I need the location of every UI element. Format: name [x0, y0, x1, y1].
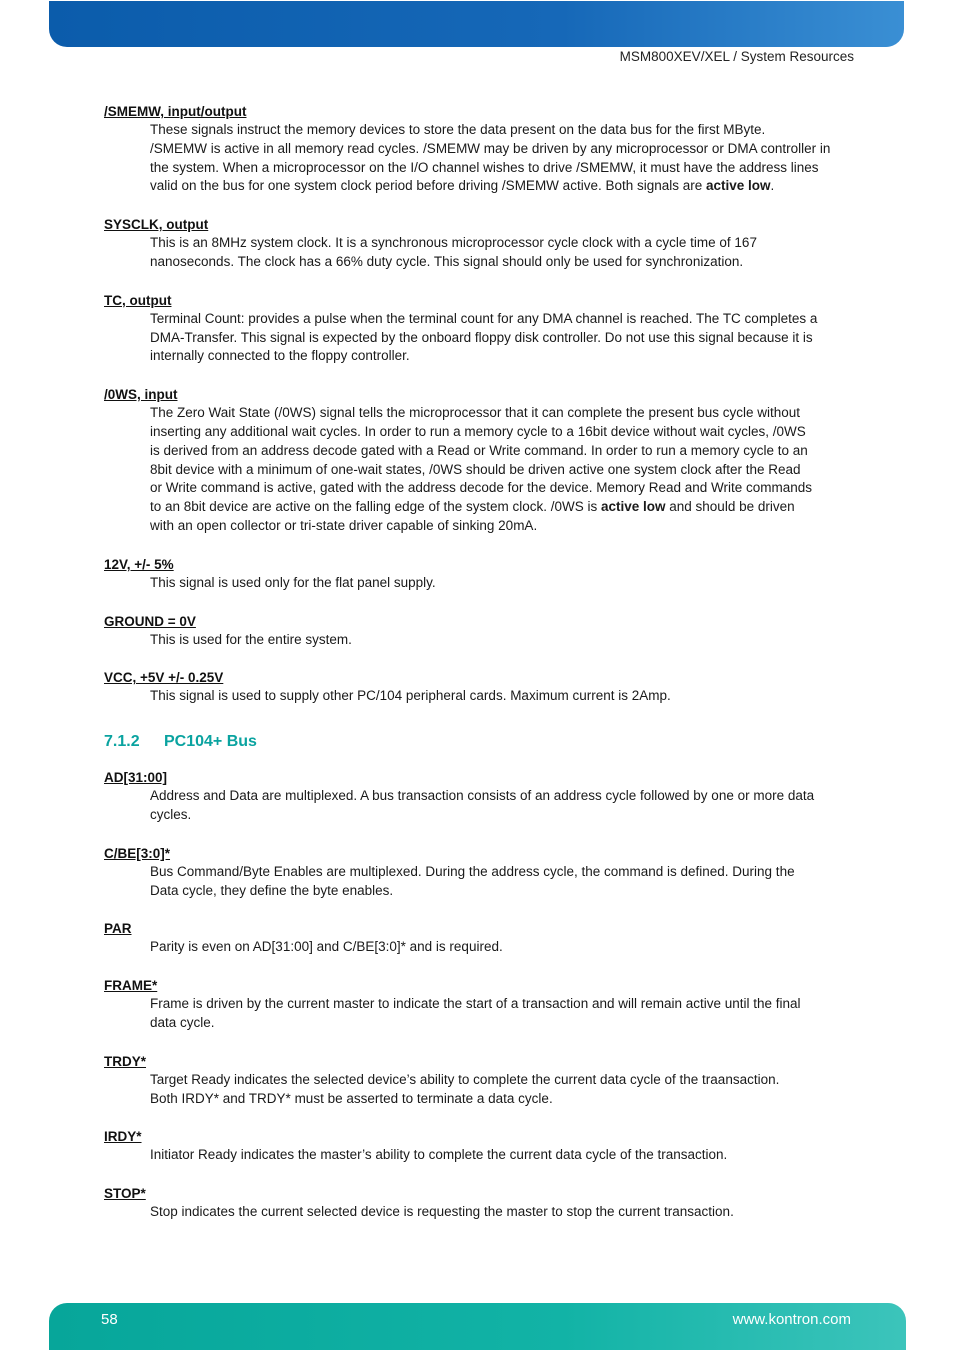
signal-entry: [104, 385, 854, 536]
document-header: MSM800XEV/XEL / System Resources: [619, 49, 854, 64]
signal-description: [150, 404, 854, 536]
description-line: This is used for the entire system.: [150, 631, 352, 647]
signal-entry: [104, 919, 854, 957]
signal-entry: [104, 291, 854, 366]
description-line: These signals instruct the memory devices to store the data present on the data bus for the first MByte.: [150, 122, 766, 137]
signal-description: [150, 787, 854, 825]
signal-name: C/BE[3:0]*: [104, 845, 171, 861]
description-line: internally connected to the floppy controller.: [150, 348, 410, 364]
signal-entry: [104, 668, 854, 706]
signal-name: IRDY*: [104, 1129, 142, 1145]
signal-description: [150, 310, 854, 366]
description-line: to an 8bit device are active on the falling edge of the system clock. /0WS is: [150, 499, 601, 515]
signal-name: STOP*: [104, 1186, 146, 1202]
description-text: with an open collector or tri-state driver capable of sinking 20mA.: [150, 517, 538, 533]
signal-description: [150, 687, 854, 706]
description-line: valid on the bus for one system clock period before driving /SMEMW active. Both signals are: [150, 178, 707, 194]
signal-group-pc104plus: [104, 768, 854, 1222]
description-line: The Zero Wait State (/0WS) signal tells the microprocessor that it can complete the present bus cycle without: [150, 405, 801, 421]
signal-description: [150, 938, 854, 957]
signal-entry: [104, 768, 854, 825]
signal-name: FRAME*: [104, 978, 158, 994]
description-line: data cycle.: [150, 1014, 215, 1030]
section-heading: [104, 732, 854, 752]
description-line: Initiator Ready indicates the master’s ability to complete the current data cycle of the transaction.: [150, 1147, 728, 1163]
signal-entry: [104, 1052, 854, 1109]
signal-entry: [104, 844, 854, 901]
signal-name: TC, output: [104, 292, 172, 308]
website-link[interactable]: www.kontron.com: [732, 1311, 851, 1328]
description-line: cycles.: [150, 806, 192, 822]
description-line: or Write command is active, gated with the address decode for the device. Memory Read and Write commands: [150, 480, 813, 496]
signal-name: TRDY*: [104, 1053, 147, 1069]
description-text: .: [770, 178, 775, 194]
signal-description: [150, 234, 854, 272]
description-line: /SMEMW is active in all memory read cycles. /SMEMW may be driven by any microprocessor or DMA controller in: [150, 140, 831, 156]
description-line: 8bit device with a minimum of one-wait states, /0WS should be driven active one system clock after the Read: [150, 461, 801, 477]
description-line: the system. When a microprocessor on the I/O channel wishes to drive /SMEMW, it must have the address lines: [150, 159, 819, 175]
signal-name: AD[31:00]: [104, 770, 168, 786]
emphasis-text: active low: [706, 178, 771, 194]
description-line: DMA-Transfer. This signal is expected by the onboard floppy disk controller. Do not use this signal because it is: [150, 329, 813, 345]
signal-entry: [104, 555, 854, 593]
signal-entry: [104, 215, 854, 272]
signal-name: VCC, +5V +/- 0.25V: [104, 670, 224, 686]
description-line: This signal is used to supply other PC/104 peripheral cards. Maximum current is 2Amp.: [150, 688, 671, 704]
description-line: Terminal Count: provides a pulse when the terminal count for any DMA channel is reached. The TC completes a: [150, 310, 818, 326]
description-line: This is an 8MHz system clock. It is a synchronous microprocessor cycle clock with a cycle time of 167: [150, 235, 757, 251]
description-line: inserting any additional wait cycles. In order to run a memory cycle to a 16bit device without wait cycles, /0WS: [150, 423, 806, 439]
description-line: Both IRDY* and TRDY* must be asserted to terminate a data cycle.: [150, 1090, 553, 1106]
signal-description: [150, 121, 854, 196]
signal-entry: [104, 976, 854, 1033]
signal-name: 12V, +/- 5%: [104, 556, 174, 572]
description-line: nanoseconds. The clock has a 66% duty cycle. This signal should only be used for synchronization.: [150, 253, 744, 269]
signal-description: [150, 1203, 854, 1222]
signal-name: SYSCLK, output: [104, 217, 209, 233]
signal-group-isa: [104, 102, 854, 706]
signal-description: [150, 1146, 854, 1165]
description-line: Frame is driven by the current master to indicate the start of a transaction and will remain active until the final: [150, 996, 801, 1012]
signal-description: [150, 574, 854, 593]
signal-name: GROUND = 0V: [104, 613, 196, 629]
signal-name: /0WS, input: [104, 387, 178, 403]
signal-name: PAR: [104, 921, 132, 937]
signal-entry: [104, 612, 854, 650]
signal-description: [150, 995, 854, 1033]
main-content: [104, 102, 854, 1222]
signal-entry: [104, 1184, 854, 1222]
description-line: Target Ready indicates the selected device’s ability to complete the current data cycle of the traansaction.: [150, 1071, 780, 1087]
description-text: and should be driven: [665, 499, 795, 515]
description-line: Data cycle, they define the byte enables.: [150, 882, 394, 898]
description-line: Parity is even on AD[31:00] and C/BE[3:0]* and is required.: [150, 939, 503, 955]
signal-description: [150, 1071, 854, 1109]
description-line: Address and Data are multiplexed. A bus transaction consists of an address cycle followed by one or more data: [150, 788, 815, 804]
description-line: This signal is used only for the flat panel supply.: [150, 574, 436, 590]
signal-description: [150, 631, 854, 650]
signal-description: [150, 863, 854, 901]
description-line: Bus Command/Byte Enables are multiplexed. During the address cycle, the command is defined. During the: [150, 863, 795, 879]
description-line: Stop indicates the current selected device is requesting the master to stop the current transaction.: [150, 1204, 734, 1220]
signal-entry: [104, 1127, 854, 1165]
top-banner: [49, 1, 904, 47]
footer-banner: [49, 1303, 906, 1350]
section-number: 7.1.2: [104, 733, 140, 751]
description-line: is derived from an address decode gated with a Read or Write command. In order to run a memory cycle to an: [150, 442, 808, 458]
emphasis-text: active low: [600, 499, 666, 515]
signal-entry: [104, 102, 854, 196]
signal-name: /SMEMW, input/output: [104, 104, 247, 119]
page-number: 58: [101, 1311, 118, 1328]
section-title: PC104+ Bus: [164, 733, 257, 751]
